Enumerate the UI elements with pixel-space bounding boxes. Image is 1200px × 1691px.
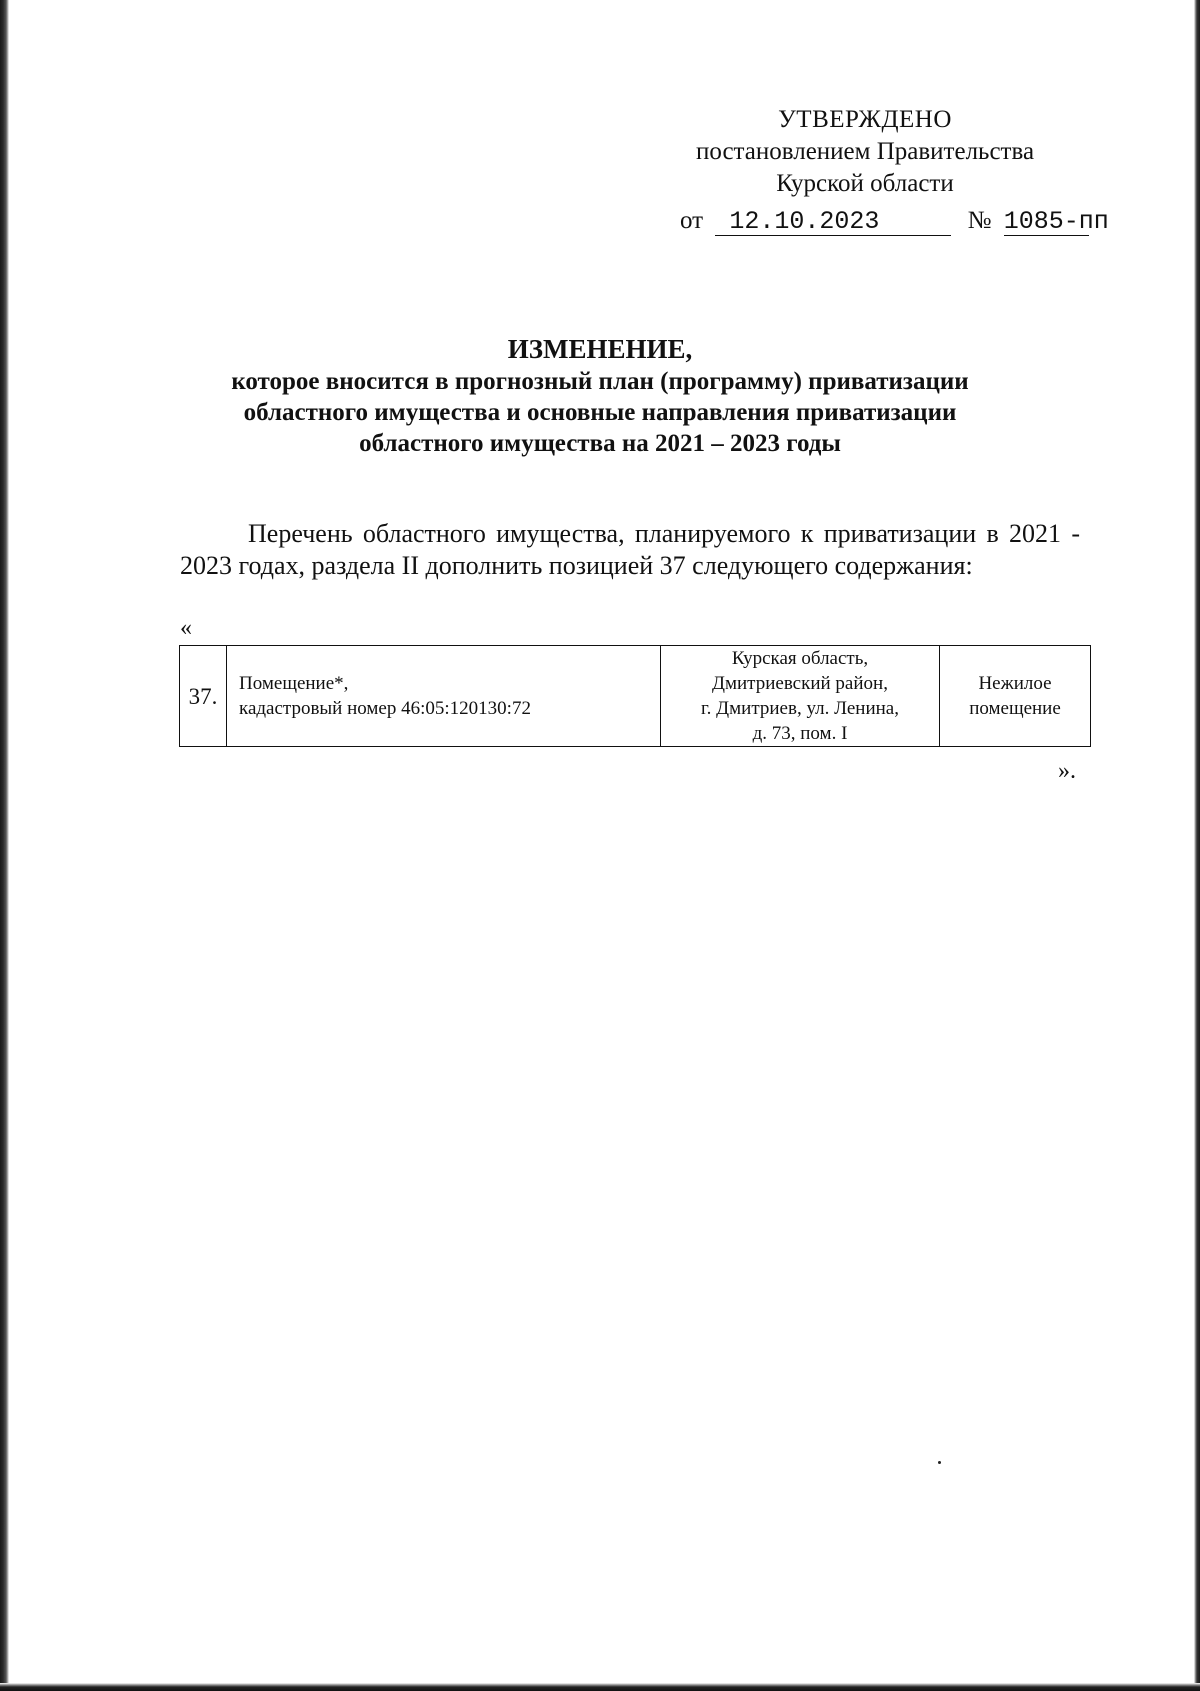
type-line-1: Нежилое — [978, 673, 1052, 694]
title-subline-3: областного имущества на 2021 – 2023 годы — [359, 430, 841, 457]
position-number-cell: 37. — [180, 646, 227, 747]
scan-bottom-border — [0, 1683, 1200, 1691]
property-address-cell — [661, 646, 940, 747]
title-subline-2: областного имущества и основные направления приватизации — [243, 399, 957, 426]
opening-quote: « — [180, 615, 192, 641]
closing-quote: ». — [1058, 758, 1076, 784]
property-table — [179, 645, 1091, 747]
property-name-cell — [227, 646, 661, 747]
approved-stamp-text: УТВЕРЖДЕНО — [778, 106, 952, 133]
type-line-2: помещение — [969, 698, 1061, 719]
address-line-1: Курская область, — [731, 648, 869, 669]
title-heading: ИЗМЕНЕНИЕ, — [507, 334, 693, 364]
title-subline-1: которое вносится в прогнозный план (программу) приватизации — [231, 368, 969, 395]
property-type-cell — [940, 646, 1091, 747]
scan-speck — [938, 1461, 941, 1464]
number-sign: № — [967, 207, 992, 234]
property-name-line: Помещение*, — [239, 673, 349, 694]
amendment-paragraph: Перечень областного имущества, планируемого к приватизации в 2021 - 2023 годах, раздела II дополнить позицией 37 следующего содержания: — [180, 519, 1080, 580]
document-title — [160, 332, 1040, 459]
address-line-2: Дмитриевский район, — [712, 673, 888, 694]
date-prefix: от — [680, 207, 704, 234]
scan-left-border — [0, 0, 9, 1691]
table-row — [180, 646, 1091, 747]
approval-authority-line: постановлением Правительства — [695, 138, 1035, 165]
address-line-3: г. Дмитриев, ул. Ленина, — [701, 698, 899, 719]
address-line-4: д. 73, пом. I — [752, 723, 848, 744]
order-number: 1085-пп — [1003, 207, 1109, 236]
approval-block — [660, 104, 1070, 200]
order-date: 12.10.2023 — [715, 209, 951, 236]
approval-region-line: Курской области — [776, 170, 954, 197]
cadastral-number-line: кадастровый номер 46:05:120130:72 — [239, 698, 531, 719]
scan-right-border — [1194, 0, 1200, 1691]
order-reference — [680, 205, 1109, 237]
